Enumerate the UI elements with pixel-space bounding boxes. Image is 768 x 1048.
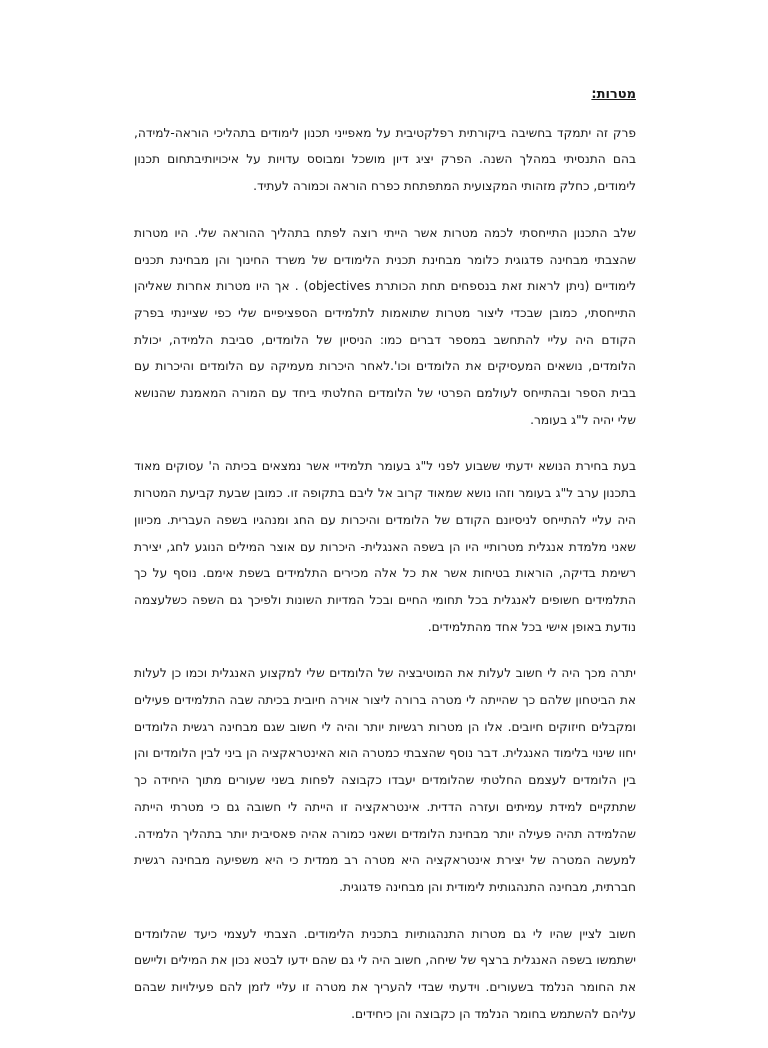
paragraph-intro: פרק זה יתמקד בחשיבה ביקורתית רפלקטיבית על מאפייני תכנון לימודים בתהליכי הוראה-למידה, בהם התנסיתי במהלך השנה. הפרק יציג דיון מושכל ומבוסס עדויות על איכויותיבתחום תכנון לימודים, כחלק מזהותי המקצועית המתפתחת כפרח הוראה וכמורה לעתיד. [134,125,636,194]
paragraph-topic-choice: בעת בחירת הנושא ידעתי ששבוע לפני ל"ג בעומר תלמידיי אשר נמצאים בכיתה ה' עסוקים מאוד בתכנון ערב ל"ג בעומר וזהו נושא שמאוד קרוב אל ליבם בתקופה זו. כמובן שבעת קביעת המטרות היה עליי להתייחס לניסיונם הקודם של הלומדים והיכרות עם החג ומנהגיו בשפה העברית. מכיוון שאני מלמדת אנגלית מטרותיי היו הן בשפה האנגלית- היכרות עם אוצר המילים הנוגע לחג, יצירת רשימת בדיקה, הוראות בטיחות אשר את כל אלה מכירים התלמידים בשפת אימם. נוסף על כך התלמידים חשופים לאנגלית בכל תחומי החיים ובכל המדיות השונות ולפיכך גם השפה כשלעצמה נודעת באופן אישי בכל אחד מהתלמידים. [134,459,636,634]
section-heading: מטרות: [591,87,636,102]
paragraph-emotional-goals: יתרה מכך היה לי חשוב לעלות את המוטיבציה של הלומדים שלי למקצוע האנגלית וכמו כן לעלות את הביטחון שלהם כך שהייתה לי מטרה ברורה ליצור אוירה חיובית בכיתה שבה התלמידים פעילים ומקבלים חיזוקים חיובים. אלו הן מטרות רגשיות יותר והיה לי חשוב שגם מבחינה רגשית הלומדים יחוו שינוי בלימוד האנגלית. דבר נוסף שהצבתי כמטרה הוא האינטראקציה הן ביני לבין הלומדים והן בין הלומדים לעצמם החלטתי שהלומדים יעבדו כקבוצה לפחות בשני שעורים מתוך היחידה כך שתתקיים למידת עמיתים ועזרה הדדית. אינטראקציה זו הייתה לי חשובה גם כי מטרתי הייתה שהלמידה תהיה פעילה יותר מבחינת הלומדים ושאני כמורה אהיה פאסיבית יותר בתהליך הלמידה. למעשה המטרה של יצירת אינטראקציה היא מטרה רב ממדית כי היא משפיעה מבחינה רגשית חברתית, מבחינה התנהגותית לימודית והן מבחינה פדגוגית. [134,666,636,894]
document-page [134,82,636,1048]
paragraph-behavioral-goals: חשוב לציין שהיו לי גם מטרות התנהגותיות בתכנית הלימודים. הצבתי לעצמי כיעד שהלומדים ישתמשו בשפה האנגלית ברצף של שיחה, חשוב היה לי גם שהם ידעו לבטא נכון את המילים וליישם את החומר הנלמד בשעורים. וידעתי שבדי להעריך את מטרה זו עליי לזמן להם פעילויות שבהם עליהם להשתמש בחומר הנלמד הן כקבוצה והן כיחידים. [134,926,636,1021]
paragraph-planning: שלב התכנון התייחסתי לכמה מטרות אשר הייתי רוצה לפתח בתהליך ההוראה שלי. היו מטרות שהצבתי מבחינה פדגוגית כלומר מבחינת תכנית הלימודים של משרד החינוך והן מבחינת תכנים לימודיים (ניתן לראות זאת בנספחים תחת הכותרת objectives) . אך היו מטרות אחרות שאליהן התייחסתי, כמובן שבכדי ליצור מטרות שתואמות לתלמידים הספציפיים שלי כפי שציינתי בפרק הקודם היה עליי להתחשב במספר דברים כמו: הניסיון של הלומדים, סביבת הלמידה, יכולת הלומדים, נושאים המעסיקים את הלומדים וכו'.לאחר היכרות מעמיקה עם הלומדים והיכרות עם בבית הספר ובהתייחס לעולמם הפרטי של הלומדים החלטתי ביחד עם המורה המאמנת שהנושא שלי יהיה ל"ג בעומר. [134,225,636,427]
